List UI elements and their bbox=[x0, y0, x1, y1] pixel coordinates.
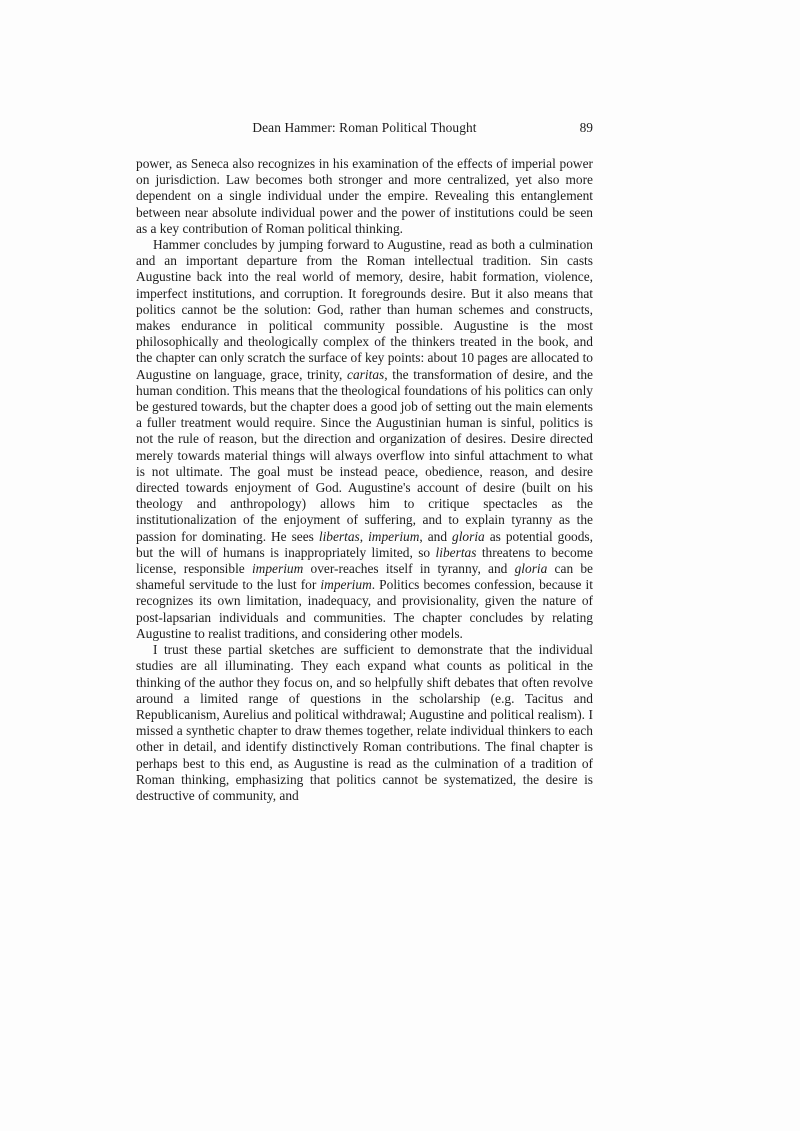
text-run: . Politics becomes confession, because it recognizes its own limitation, inadequacy, and provisionality, given the nature of post-lapsarian individuals and communities. The chapter concludes by relating Augustine to realist traditions, and considering other models. bbox=[136, 577, 593, 641]
text-run: threatens to become license, responsible bbox=[136, 544, 593, 577]
text-run: power, as Seneca also recognizes in his examination of the effects of imperial power on jurisdiction. Law becomes both stronger and more centralized, yet also more dependent on a single individual under the empire. Revealing this entanglement between near absolute individual power and the power of institutions could be seen as a key contribution of Roman political thinking. bbox=[136, 156, 593, 236]
text-run: over-reaches itself in tyranny, and bbox=[303, 561, 515, 577]
paragraph bbox=[136, 156, 593, 237]
text-run: , the transformation of desire, and the human condition. This means that the theological foundations of his politics can only be gestured towards, but the chapter does a good job of setting out the main elements a fuller treatment would require. Since the Augustinian human is sinful, politics is not the rule of reason, but the direction and organization of desires. Desire directed merely towards material things will always overflow into sinful attachment to what is not ultimate. The goal must be instead peace, obedience, reason, and desire directed towards enjoyment of God. Augustine's account of desire (built on his theology and anthropology) allows him to critique spectacles as the institutionalization of the enjoyment of suffering, and to explain tyranny as the passion for dominating. He sees bbox=[136, 366, 593, 544]
italic-term: gloria bbox=[514, 561, 548, 577]
paragraph bbox=[136, 642, 593, 804]
italic-term: imperium bbox=[368, 528, 420, 544]
italic-term: libertas bbox=[435, 544, 477, 560]
italic-term: imperium bbox=[320, 577, 372, 593]
text-run: , and bbox=[419, 528, 453, 544]
text-run: as potential goods, but the will of humans is inappropriately limited, so bbox=[136, 528, 593, 560]
text-run: I trust these partial sketches are sufficient to demonstrate that the individual studies are all illuminating. They each expand what counts as political in the thinking of the author they focus on, and so helpfully shift debates that often revolve around a limited range of questions in the scholarship (e.g. Tacitus and Republicanism, Aurelius and political withdrawal; Augustine and political realism). I missed a synthetic chapter to draw themes together, relate individual thinkers to each other in detail, and identify distinctively Roman contributions. The final chapter is perhaps best to this end, as Augustine is read as the culmination of a tradition of Roman thinking, emphasizing that politics cannot be systematized, the desire is destructive of community, and bbox=[136, 642, 593, 803]
paragraph bbox=[136, 237, 593, 642]
text-run: , bbox=[359, 528, 369, 544]
running-header bbox=[136, 120, 593, 136]
italic-term: imperium bbox=[251, 561, 304, 577]
running-title: Dean Hammer: Roman Political Thought bbox=[252, 120, 477, 135]
italic-term: caritas bbox=[347, 366, 385, 382]
italic-term: libertas bbox=[318, 528, 360, 544]
page-number: 89 bbox=[579, 120, 593, 135]
text-run: Hammer concludes by jumping forward to Augustine, read as both a culmination and an important departure from the Roman intellectual tradition. Sin casts Augustine back into the real world of memory, desire, habit formation, violence, imperfect institutions, and corruption. It foregrounds desire. But it also means that politics cannot be the solution: God, rather than human schemes and constructs, makes endurance in political community possible. Augustine is the most philosophically and theologically complex of the thinkers treated in the book, and the chapter can only scratch the surface of key points: about 10 pages are allocated to Augustine on language, grace, trinity, bbox=[136, 237, 593, 382]
body-text bbox=[136, 156, 593, 804]
text-run: can be shameful servitude to the lust for bbox=[136, 561, 593, 593]
italic-term: gloria bbox=[452, 528, 485, 544]
